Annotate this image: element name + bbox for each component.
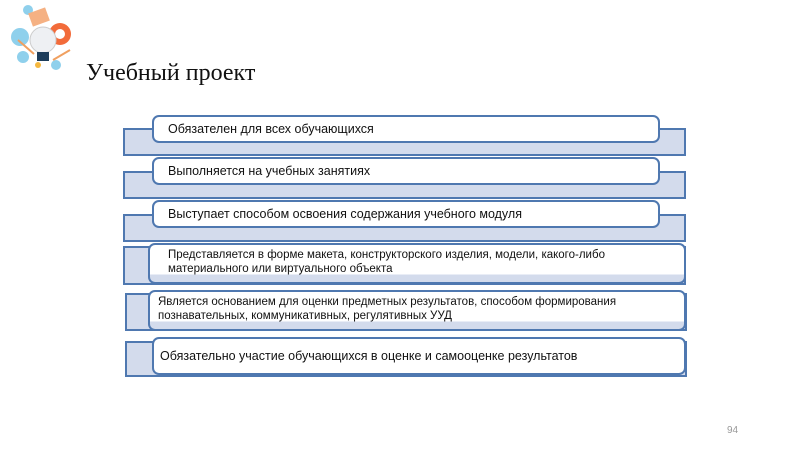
item-text: Является основанием для оценки предметных результатов, способом формирования познавательных, коммуникативных, регулятивных УУД — [148, 290, 686, 331]
item-text: Выступает способом освоения содержания учебного модуля — [152, 200, 660, 228]
item-text: Выполняется на учебных занятиях — [152, 157, 660, 185]
item-text: Обязателен для всех обучающихся — [152, 115, 660, 143]
item-text: Обязательно участие обучающихся в оценке и самооценке результатов — [152, 337, 686, 375]
lightbulb-gears-logo — [8, 2, 73, 72]
slide-title: Учебный проект — [86, 60, 256, 86]
page-number: 94 — [727, 425, 739, 436]
item-text: Представляется в форме макета, конструкторского изделия, модели, какого-либо материального или виртуального объекта — [148, 243, 686, 284]
